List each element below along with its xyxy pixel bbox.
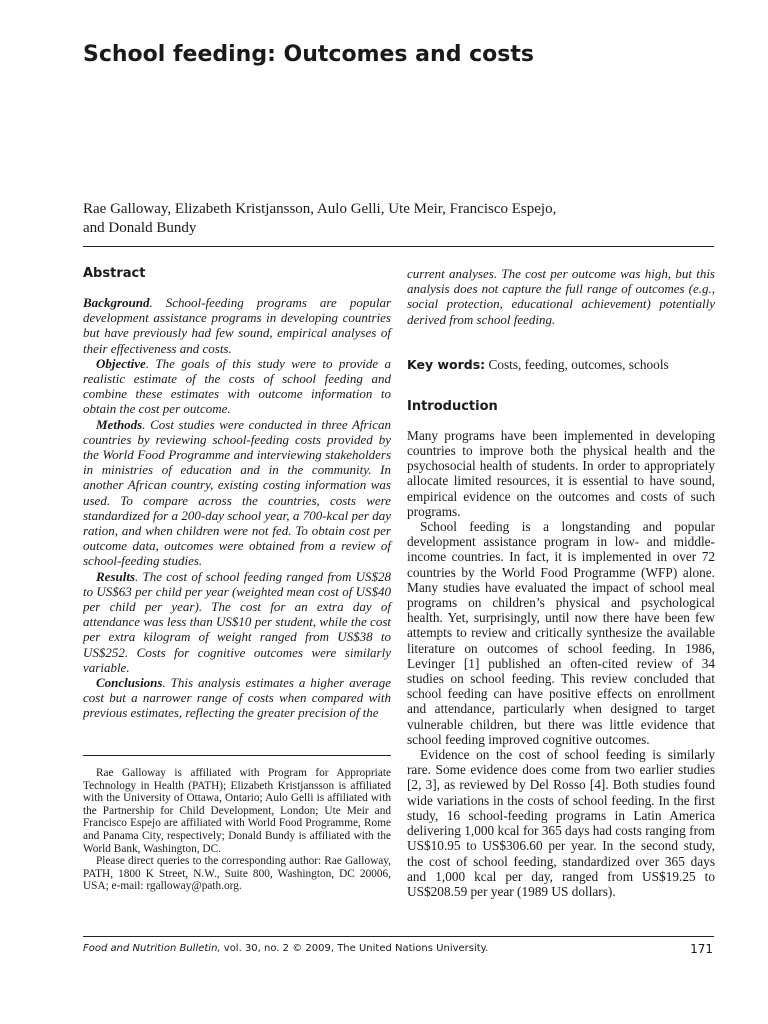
journal-name: Food and Nutrition Bulletin, [83, 943, 221, 954]
abstract-background [83, 295, 391, 356]
intro-paragraph-3: Evidence on the cost of school feeding is similarly rare. Some evidence does come from two earlier studies [2, 3], as reviewed by Del Rosso [4]. Both studies found wide variations in the costs of school feeding. In the first study, 16 school-feeding programs in Latin America delivering 1,000 kcal for 365 days had costs ranging from US$10.95 to US$306.60 per year. In the second study, the cost of school feeding, standardized over 365 days and 1,000 kcal per day, ranged from US$19.25 to US$208.59 per year (1989 US dollars). [407, 747, 715, 899]
abstract-conclusions [83, 675, 391, 721]
right-column [407, 266, 715, 899]
results-label: Results [96, 568, 136, 584]
footnote-divider [83, 755, 391, 756]
journal-info: vol. 30, no. 2 © 2009, The United Nations University. [220, 943, 489, 954]
header-divider [83, 246, 714, 247]
correspondence-text: Please direct queries to the corresponding author: Rae Galloway, PATH, 1800 K Street, N.W., Suite 800, Washington, DC 20006, USA; e-mail: rgalloway@path.org. [83, 855, 391, 893]
results-text: . The cost of school feeding ranged from US$28 to US$63 per child per year (weighted mean cost of US$40 per child per year). The cost for an extra day of attendance was less than US$10 per student, while the cost per extra kilogram of weight ranged from US$38 to US$252. Costs for cognitive outcomes were similarly variable. [83, 568, 391, 675]
background-label: Background [83, 295, 150, 310]
authors-line-1: Rae Galloway, Elizabeth Kristjansson, Aulo Gelli, Ute Meir, Francisco Espejo, [83, 201, 557, 217]
intro-paragraph-2: School feeding is a longstanding and popular development assistance program in low- and middle-income countries. In fact, it is implemented in over 72 countries by the World Food Programme (WFP) alone. Many studies have evaluated the impact of school meal programs on children’s physical and psychological health. Yet, surprisingly, until now there have been few attempts to review and critically synthesize the available literature on outcomes of school feeding. In 1986, Levinger [1] published an often-cited review of 34 studies on school feeding. This review concluded that school feeding can have positive effects on enrollment and attendance, particularly when designed to target vulnerable children, but there was little evidence that school feeding improved cognitive outcomes. [407, 519, 715, 747]
background-text: . School-feeding programs are popular development assistance programs in developing countries but have previously had few sound, empirical analyses of their effectiveness and costs. [83, 295, 391, 356]
author-list [83, 200, 713, 238]
objective-label: Objective [96, 355, 146, 371]
methods-text: . Cost studies were conducted in three African countries by reviewing school-feeding costs provided by the World Food Programme and interviewing stakeholders in ministries of education and in the community. In another African country, existing costing information was used. To compare across the countries, costs were standardized for a 200-day school year, a 700-kcal per day ration, and when children were not fed. To obtain cost per outcome data, outcomes were obtained from a review of school-feeding studies. [83, 416, 391, 569]
authors-line-2: and Donald Bundy [83, 220, 197, 236]
conclusions-label: Conclusions [96, 675, 163, 691]
introduction-heading: Introduction [407, 398, 498, 414]
author-affiliations-footnote [83, 767, 391, 893]
intro-paragraph-1: Many programs have been implemented in developing countries to improve both the physical health and the psychosocial health of students. In order to appropriately allocate limited resources, it is essential to have sound, empirical evidence on the outcomes and costs of such programs. [407, 427, 715, 519]
keywords [407, 357, 715, 373]
article-title: School feeding: Outcomes and costs [83, 42, 534, 67]
abstract-body [83, 295, 391, 721]
affiliations-text: Rae Galloway is affiliated with Program for Appropriate Technology in Health (PATH); Elizabeth Kristjansson is affiliated with the University of Ottawa, Ontario; Aulo Gelli is affiliated with the Partnership for Child Development, London; Ute Meir and Francisco Espejo are affiliated with World Food Programme, Rome and Panama City, respectively; Donald Bundy is affiliated with the World Bank, Washington, DC. [83, 767, 391, 855]
left-column [83, 266, 391, 721]
footer-divider [83, 936, 714, 937]
abstract-continued: current analyses. The cost per outcome was high, but this analysis does not capture the full range of outcomes (e.g., social protection, educational achievement) potentially derived from school feeding. [407, 266, 715, 327]
abstract-methods [83, 417, 391, 569]
objective-text: . The goals of this study were to provide a realistic estimate of the costs of school feeding and combine these estimates with outcome information to obtain the cost per outcome. [83, 355, 391, 417]
methods-label: Methods [96, 416, 143, 432]
journal-citation [83, 943, 488, 954]
abstract-objective [83, 356, 391, 417]
conclusions-text: . This analysis estimates a higher average cost but a narrower range of costs when compared with previous estimates, reflecting the greater precision of the [83, 675, 391, 721]
page-number: 171 [690, 942, 713, 956]
keywords-label: Key words: [407, 356, 486, 372]
abstract-results [83, 569, 391, 675]
keywords-text: Costs, feeding, outcomes, schools [488, 356, 669, 372]
abstract-heading: Abstract [83, 266, 146, 281]
